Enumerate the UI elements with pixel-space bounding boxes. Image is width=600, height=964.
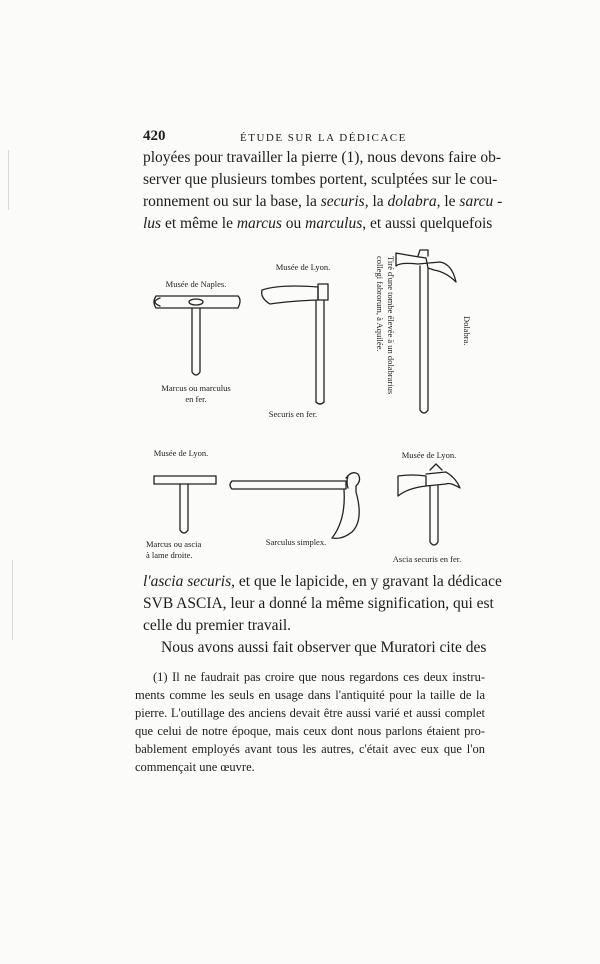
- figure-source-label: Musée de Lyon.: [275, 262, 331, 272]
- figure-caption: Marcus ou ascia: [146, 539, 202, 549]
- figure-source-label: Musée de Lyon.: [153, 448, 209, 458]
- text-line: server que plusieurs tombes portent, sculptées sur le cou-: [143, 171, 498, 188]
- footnote: [135, 668, 485, 776]
- text-line: ployées pour travailler la pierre (1), nous devons faire ob-: [143, 149, 502, 166]
- text-line: Nous avons aussi fait observer que Muratori cite des: [161, 639, 487, 656]
- ascia-securis-drawing: [398, 464, 460, 545]
- figure-caption: en fer.: [185, 394, 207, 404]
- footnote-line: que celui de notre époque, mais ceux dont nous parlons étaient pro-: [135, 724, 485, 738]
- running-title: ÉTUDE SUR LA DÉDICACE: [240, 132, 407, 144]
- figure-caption: Marcus ou marculus: [161, 383, 231, 393]
- sarculus-drawing: [230, 473, 360, 539]
- securis-drawing: [262, 284, 328, 404]
- figure-source-label: Musée de Lyon.: [401, 450, 457, 460]
- dolabra-drawing: [396, 250, 456, 413]
- ascia-straight-drawing: [154, 476, 216, 533]
- footnote-line: pierre. L'outillage des anciens devait être aussi varié et aussi complet: [135, 706, 485, 720]
- text-line: celle du premier travail.: [143, 617, 292, 634]
- figure-side-caption: Tiré d'une tombe élevée à un dolabrarius collegi fabrorum, à Aquilée.: [375, 256, 396, 395]
- figure-source-label: Musée de Naples.: [165, 279, 227, 289]
- footnote-line: bablement employés avant tous les autres, c'était avec eux que l'on: [135, 742, 485, 756]
- text-line: l'ascia securis, et que le lapicide, en y gravant la dédicace: [143, 573, 502, 590]
- footnote-line: ments comme les seuls en usage dans l'antiquité pour la taille de la: [135, 688, 485, 702]
- text-line: ronnement ou sur la base, la securis, la dolabra, le sarcu -: [143, 193, 503, 210]
- figure-caption: Sarculus simplex.: [265, 537, 327, 547]
- text-line: SVB ASCIA, leur a donné la même signification, qui est: [143, 595, 494, 612]
- figure-caption: Dolabra.: [462, 316, 472, 346]
- page-number: 420: [143, 128, 166, 144]
- figure-caption: Ascia securis en fer.: [392, 554, 462, 564]
- text-line: lus et même le marcus ou marculus, et aussi quelquefois: [143, 215, 493, 232]
- figure-caption: à lame droite.: [146, 550, 193, 560]
- figure-caption: Securis en fer.: [268, 409, 318, 419]
- footnote-line: (1) Il ne faudrait pas croire que nous regardons ces deux instru-: [153, 670, 485, 684]
- footnote-line: commençait une œuvre.: [135, 760, 255, 774]
- body-paragraph-bottom: [143, 571, 502, 659]
- marcus-drawing: [154, 296, 240, 375]
